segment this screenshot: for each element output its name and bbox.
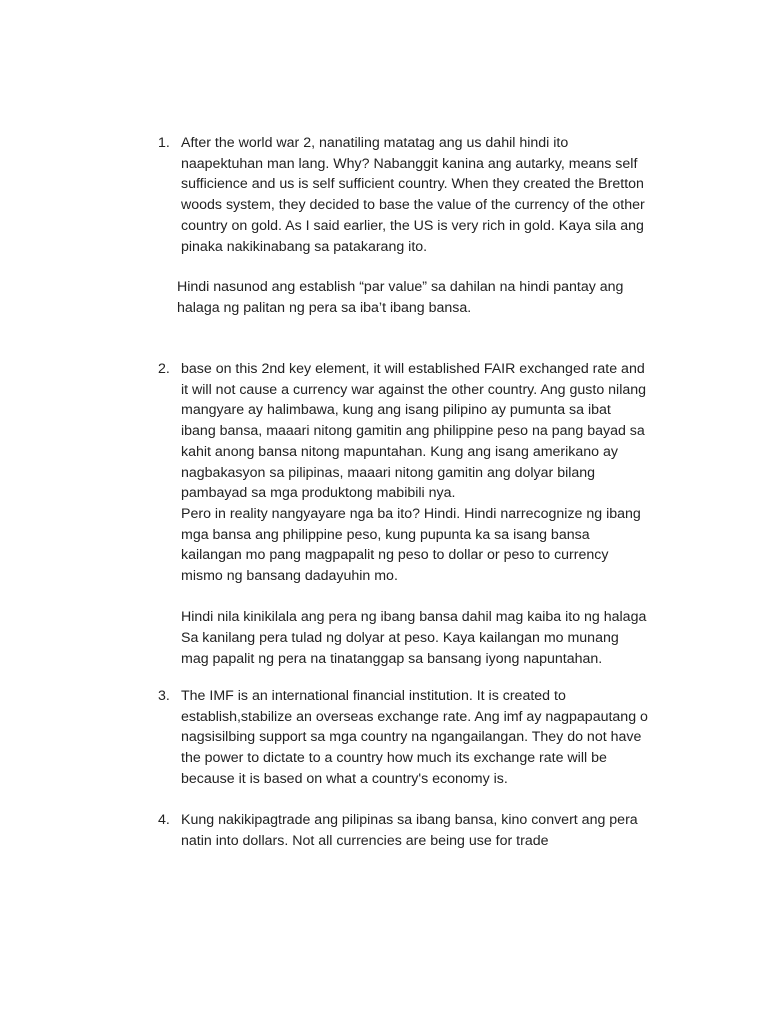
text-line: After the world war 2, nanatiling matatag ang us dahil hindi ito bbox=[181, 135, 569, 151]
text-line: mismo ng bansang dadayuhin mo. bbox=[181, 568, 398, 585]
list-item-text bbox=[181, 686, 701, 790]
text-line: because it is based on what a country's economy is. bbox=[181, 770, 508, 787]
text-line: The IMF is an international financial institution. It is created to bbox=[181, 688, 566, 704]
list-item-text bbox=[181, 810, 701, 851]
text-line: country on gold. As I said earlier, the US is very rich in gold. Kaya sila ang bbox=[181, 217, 644, 234]
text-line: kahit anong bansa nitong mapuntahan. Kung ang isang amerikano ay bbox=[181, 443, 618, 460]
text-line: pinaka nakikinabang sa patakarang ito. bbox=[181, 238, 428, 255]
text-line: halaga ng palitan ng pera sa iba’t ibang bansa. bbox=[177, 299, 472, 316]
text-line: naapektuhan man lang. Why? Nabanggit kanina ang autarky, means self bbox=[181, 155, 638, 172]
text-line: the power to dictate to a country how much its exchange rate will be bbox=[181, 750, 607, 767]
text-line: nagsisilbing support sa mga country na ngangailangan. They do not have bbox=[181, 729, 642, 746]
list-item-text bbox=[181, 133, 701, 257]
text-line: base on this 2nd key element, it will established FAIR exchanged rate and bbox=[181, 361, 645, 377]
text-line: mga bansa ang philippine peso, kung pupunta ka sa isang bansa bbox=[181, 526, 590, 543]
text-line: mangyare ay halimbawa, kung ang isang pilipino ay pumunta sa ibat bbox=[181, 402, 611, 419]
text-line: sufficience and us is self sufficient country. When they created the Bretton bbox=[181, 176, 644, 193]
text-line: kailangan mo pang magpapalit ng peso to dollar or peso to currency bbox=[181, 547, 609, 564]
list-item-text bbox=[181, 359, 701, 670]
paragraph-gap bbox=[181, 587, 701, 608]
text-line: Hindi nasunod ang establish “par value” sa dahilan na hindi pantay ang bbox=[177, 279, 624, 295]
text-line: it will not cause a currency war against the other country. Ang gusto nilang bbox=[181, 381, 647, 398]
note-paragraph-1 bbox=[177, 277, 697, 318]
text-line: nagbakasyon sa pilipinas, maaari nitong gamitin ang dolyar bilang bbox=[181, 464, 596, 481]
text-line: pambayad sa mga produktong mabibili nya. bbox=[181, 485, 456, 502]
text-line: Sa kanilang pera tulad ng dolyar at peso. Kaya kailangan mo munang bbox=[181, 630, 619, 647]
text-line: mag papalit ng pera na tinatanggap sa bansang iyong napuntahan. bbox=[181, 650, 603, 667]
list-number: 3. bbox=[158, 688, 170, 704]
list-number: 4. bbox=[158, 812, 170, 828]
text-line: Pero in reality nangyayare nga ba ito? Hindi. Hindi narrecognize ng ibang bbox=[181, 505, 641, 522]
text-line: Kung nakikipagtrade ang pilipinas sa ibang bansa, kino convert ang pera bbox=[181, 812, 638, 828]
text-line: ibang bansa, maaari nitong gamitin ang philippine peso na pang bayad sa bbox=[181, 423, 645, 440]
list-number: 1. bbox=[158, 135, 170, 151]
list-number: 2. bbox=[158, 361, 170, 377]
text-line: establish,stabilize an overseas exchange rate. Ang imf ay nagpapautang o bbox=[181, 708, 648, 725]
text-line: natin into dollars. Not all currencies are being use for trade bbox=[181, 832, 549, 849]
text-line: woods system, they decided to base the value of the currency of the other bbox=[181, 197, 645, 214]
text-line: Hindi nila kinikilala ang pera ng ibang bansa dahil mag kaiba ito ng halaga bbox=[181, 609, 647, 626]
